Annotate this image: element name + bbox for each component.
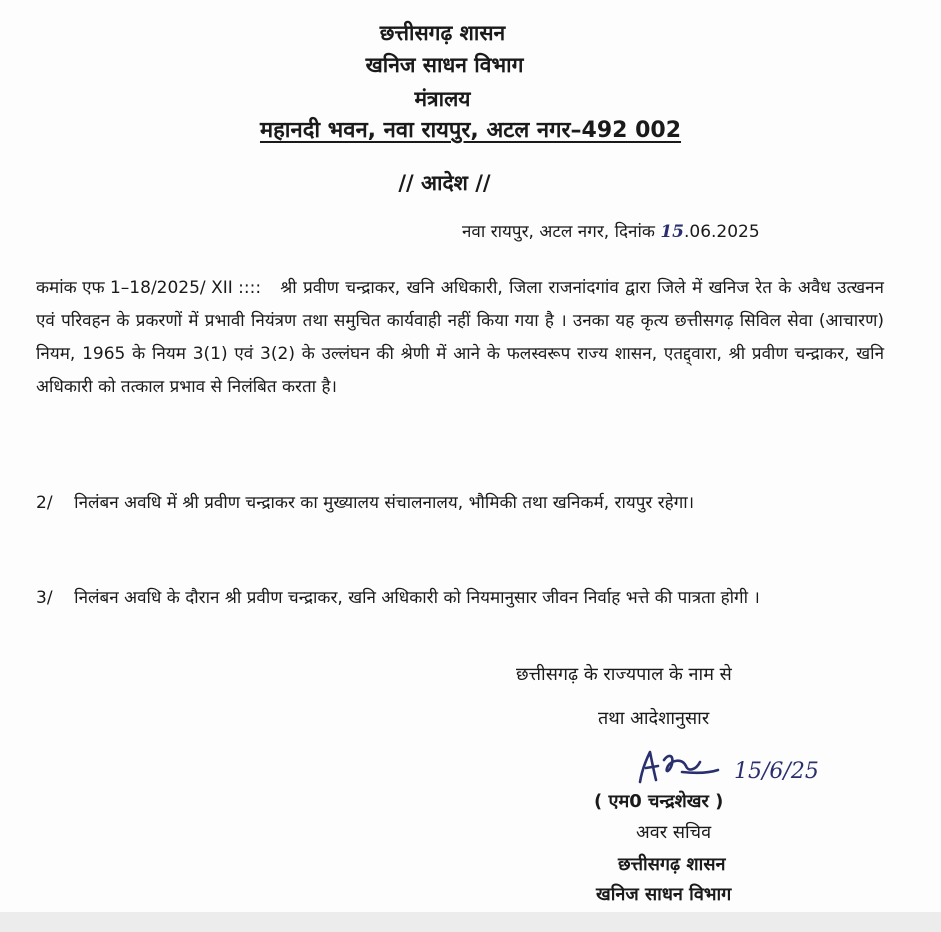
handwritten-signature-icon (612, 742, 832, 790)
date-prefix: नवा रायपुर, अटल नगर, दिनांक (462, 222, 655, 242)
paragraph-order (36, 272, 884, 404)
signatory-name: ( एम0 चन्द्रशेखर ) (594, 791, 724, 812)
paragraph-allowance (36, 582, 884, 615)
order-title: // आदेश // (398, 171, 491, 195)
signatory-government: छत्तीसगढ़ शासन (618, 854, 726, 875)
header-government: छत्तीसगढ़ शासन (379, 21, 506, 45)
paragraph-number: 3/ (36, 588, 53, 608)
page-bottom-margin (0, 912, 941, 932)
signature-authority-line: छत्तीसगढ़ के राज्यपाल के नाम से (516, 664, 732, 685)
date-line (462, 218, 760, 246)
date-day-handwritten: 15 (660, 222, 684, 242)
paragraph-number: 2/ (36, 493, 53, 513)
paragraph-text: श्री प्रवीण चन्द्राकर, खनि अधिकारी, जिला राजनांदगांव द्वारा जिले में खनिज रेत के अवैध उत्खनन एवं परिवहन के प्रकरणों में प्रभावी नियंत्रण तथा समुचित कार्यवाही नहीं किया गया है । उनका यह कृत्य छत्तीसगढ़ सिविल सेवा (आचारण) नियम, 1965 के नियम 3(1) एवं 3(2) के उल्लंघन की श्रेणी में आने के फलस्वरूप राज्य शासन, एतद्द्वारा, श्री प्रवीण चन्द्राकर, खनि अधिकारी को तत्काल प्रभाव से निलंबित करता है। (36, 278, 884, 397)
signatory-department: खनिज साधन विभाग (596, 884, 732, 905)
paragraph-text: निलंबन अवधि के दौरान श्री प्रवीण चन्द्राकर, खनि अधिकारी को नियमानुसार जीवन निर्वाह भत्ते की पात्रता होगी । (74, 588, 760, 608)
signatory-designation: अवर सचिव (636, 822, 712, 843)
order-number: कमांक एफ 1–18/2025/ XII :::: (36, 278, 262, 298)
paragraph-text: निलंबन अवधि में श्री प्रवीण चन्द्राकर का मुख्यालय संचालनालय, भौमिकी तथा खनिकर्म, रायपुर रहेगा। (74, 493, 695, 513)
header-ministry: मंत्रालय (414, 87, 471, 111)
signature-date-handwritten: 15/6/25 (734, 759, 819, 784)
header-address-text: महानदी भवन, नवा रायपुर, अटल नगर–492 002 (259, 118, 682, 143)
date-rest: .06.2025 (683, 222, 760, 242)
paragraph-headquarters (36, 487, 884, 520)
header-address (0, 116, 941, 146)
header-department: खनिज साधन विभाग (365, 53, 524, 77)
signature-order-line: तथा आदेशानुसार (598, 708, 710, 729)
